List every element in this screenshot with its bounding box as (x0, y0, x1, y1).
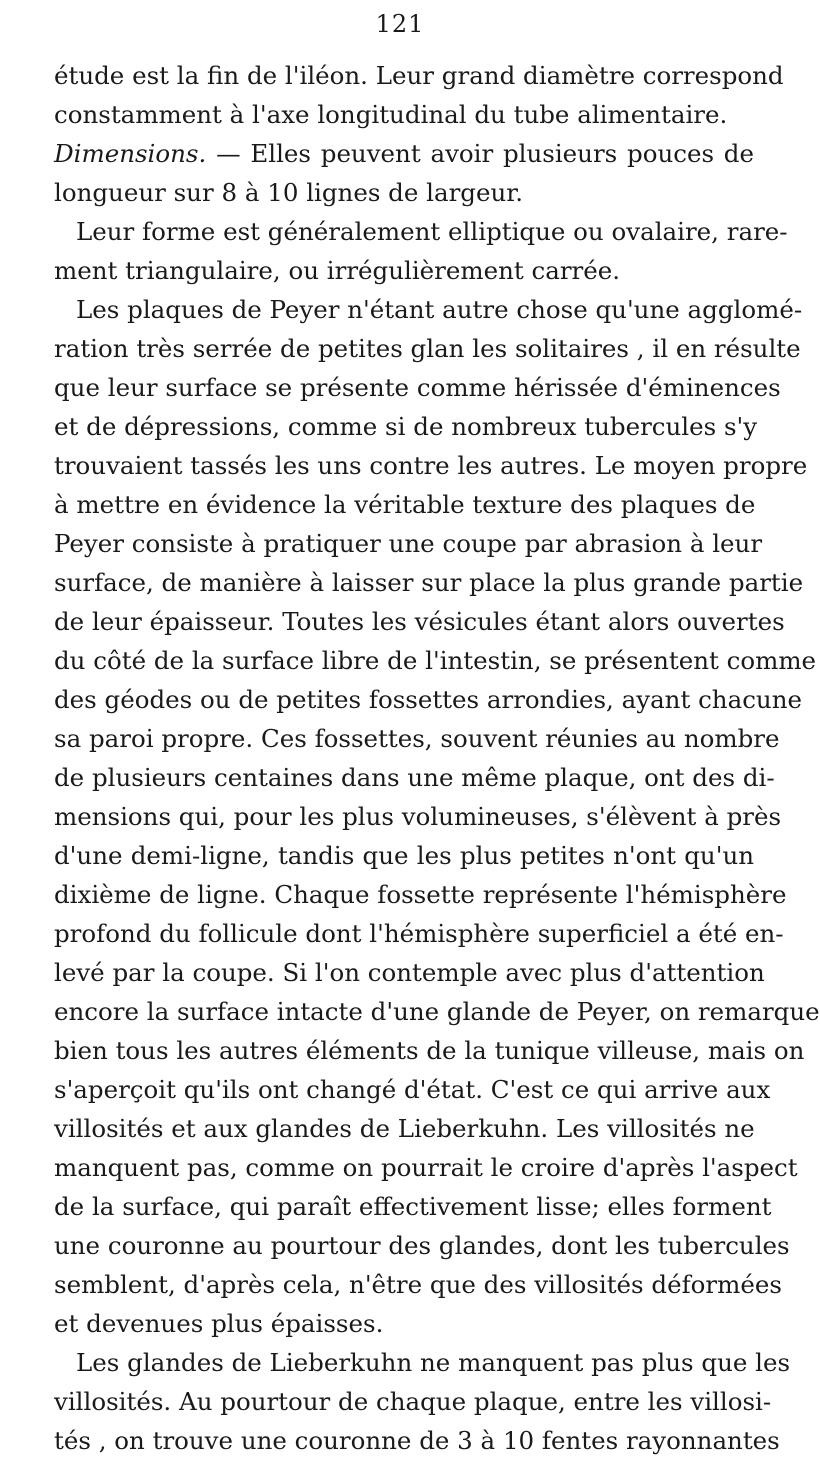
text-line: trouvaient tassés les uns contre les autres. Le moyen propre (54, 451, 808, 480)
text-line: et devenues plus épaisses. (54, 1309, 384, 1338)
text-line: longueur sur 8 à 10 lignes de largeur. (54, 178, 524, 207)
text-line: des géodes ou de petites fossettes arrondies, ayant chacune (54, 685, 802, 714)
text-line: constamment à l'axe longitudinal du tube alimentaire. (54, 100, 728, 129)
text-line: profond du follicule dont l'hémisphère superficiel a été en- (54, 919, 784, 948)
text-line: ration très serrée de petites glan les solitaires , il en résulte (54, 334, 801, 363)
text-line: bien tous les autres éléments de la tunique villeuse, mais on (54, 1036, 805, 1065)
text-line: sa paroi propre. Ces fossettes, souvent réunies au nombre (54, 724, 780, 753)
text-line: manquent pas, comme on pourrait le croire d'après l'aspect (54, 1153, 798, 1182)
text-line: Leur forme est généralement elliptique ou ovalaire, rare- (76, 217, 788, 246)
text-line: de plusieurs centaines dans une même plaque, ont des di- (54, 763, 775, 792)
text-line: mensions qui, pour les plus volumineuses, s'élèvent à près (54, 802, 782, 831)
text-span: — Elles peuvent avoir plusieurs pouces de (206, 139, 754, 168)
text-line: semblent, d'après cela, n'être que des villosités déformées (54, 1270, 782, 1299)
text-line: de leur épaisseur. Toutes les vésicules étant alors ouvertes (54, 607, 785, 636)
section-term: Dimensions. (54, 139, 207, 168)
text-line: étude est la fin de l'iléon. Leur grand diamètre correspond (54, 61, 784, 90)
text-line: d'une demi-ligne, tandis que les plus petites n'ont qu'un (54, 841, 754, 870)
text-line: dixième de ligne. Chaque fossette représente l'hémisphère (54, 880, 787, 909)
text-line: Peyer consiste à pratiquer une coupe par abrasion à leur (54, 529, 763, 558)
text-line: encore la surface intacte d'une glande de Peyer, on remarque (54, 997, 820, 1026)
text-line: que leur surface se présente comme hérissée d'éminences (54, 373, 781, 402)
text-line: et de dépressions, comme si de nombreux tubercules s'y (54, 412, 758, 441)
text-line: levé par la coupe. Si l'on contemple avec plus d'attention (54, 958, 765, 987)
text-line: villosités. Au pourtour de chaque plaque, entre les villosi- (54, 1387, 772, 1416)
text-line: du côté de la surface libre de l'intestin, se présentent comme (54, 646, 817, 675)
text-line: Les plaques de Peyer n'étant autre chose qu'une agglomé- (76, 295, 803, 324)
text-line: s'aperçoit qu'ils ont changé d'état. C'est ce qui arrive aux (54, 1075, 771, 1104)
body-text (54, 56, 820, 1460)
page-number: 121 (375, 10, 425, 38)
text-line: de la surface, qui paraît effectivement lisse; elles forment (54, 1192, 772, 1221)
text-line: surface, de manière à laisser sur place la plus grande partie (54, 568, 804, 597)
text-line: une couronne au pourtour des glandes, dont les tubercules (54, 1231, 790, 1260)
text-line: Les glandes de Lieberkuhn ne manquent pas plus que les (76, 1348, 791, 1377)
text-line: villosités et aux glandes de Lieberkuhn. Les villosités ne (54, 1114, 755, 1143)
text-line: tés , on trouve une couronne de 3 à 10 fentes rayonnantes (54, 1426, 780, 1455)
text-line (54, 134, 754, 173)
text-line: ment triangulaire, ou irrégulièrement carrée. (54, 256, 621, 285)
text-line: à mettre en évidence la véritable texture des plaques de (54, 490, 756, 519)
